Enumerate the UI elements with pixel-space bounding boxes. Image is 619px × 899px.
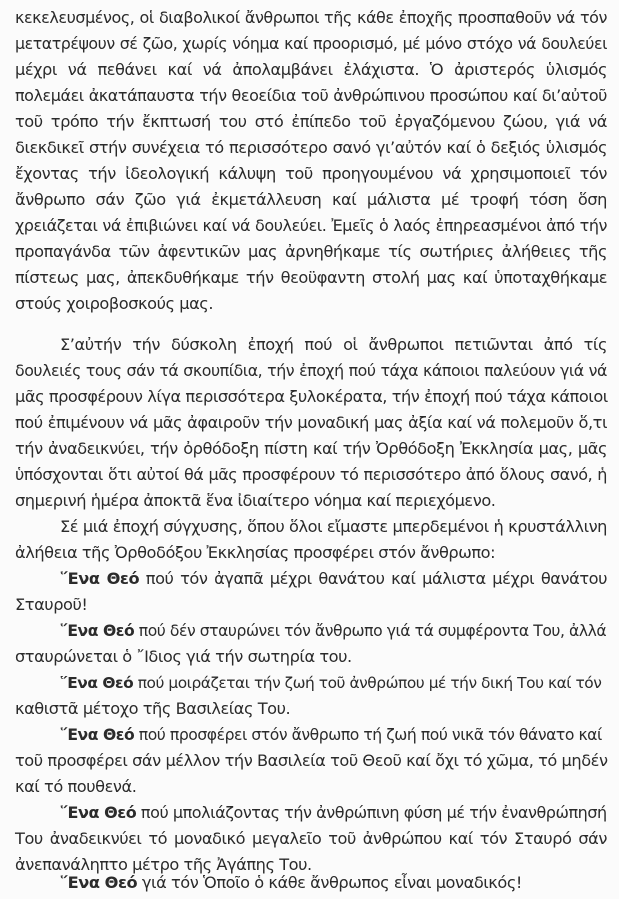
text-span: πού τόν ἀγαπᾶ μέχρι θανάτου καί μάλιστα μέχρι θανάτου xyxy=(139,569,607,588)
text-line: προπαγάνδα τῶν ἀφεντικῶν μας ἀρνηθήκαμε τίς σωτήριες ἀλήθειες τῆς xyxy=(15,242,607,261)
text-line xyxy=(60,672,607,694)
text-line: πού ἐπιμένουν νά μᾶς ἀφαιροῦν τήν μοναδική μας ἀξία καί νά πολεμοῦν ὅ,τι xyxy=(15,413,607,432)
text-line: ἄνθρωπο σάν ζῶο γιά ἐκμετάλλευση καί μάλιστα μέ τροφή τόση ὅση xyxy=(15,190,607,209)
text-line: σημερινή ἡμέρα ἀποκτᾶ ἕνα ἰδιαίτερο νόημα καί περιεχόμενο. xyxy=(15,491,496,510)
bold-phrase: ῞Ενα Θεό xyxy=(60,726,135,744)
bold-phrase: ῞Ενα Θεό xyxy=(60,569,140,588)
text-line xyxy=(60,872,607,894)
text-line: ἔχοντας τήν ἰδεολογική κάλυψη τοῦ προηγουμένου νά χρησιμοποιεῖ τόν xyxy=(15,164,607,183)
text-line xyxy=(60,620,607,642)
text-span: πού μπολιάζοντας τήν ἀνθρώπινη φύση μέ τήν ἐνανθρώπησή xyxy=(136,803,607,822)
text-line: δουλειές τους σάν τά σκουπίδια, τήν ἐποχή πού τάχα κάποιοι παλεύουν γιά νά xyxy=(15,361,607,380)
text-line xyxy=(60,802,607,824)
text-line: μετατρέψουν σέ ζῶο, χωρίς νόημα καί προορισμό, μέ μόνο στόχο νά δουλεύει xyxy=(15,34,607,53)
text-line: μέχρι νά πεθάνει καί νά ἀπολαμβάνει ἐλάχιστα. Ὁ ἀριστερός ὑλισμός xyxy=(15,60,607,79)
text-line: διεκδικεῖ στήν συνέχεια τό περισσότερο σανό γι’αὐτόν καί ὁ δεξιός ὑλισμός xyxy=(15,138,607,157)
text-line: κεκελευσμένος, οἱ διαβολικοί ἄνθρωποι τῆς κάθε ἐποχῆς προσπαθοῦν νά τόν xyxy=(15,8,607,27)
text-line xyxy=(60,568,607,590)
bold-phrase: ῞Ενα Θεό xyxy=(60,873,138,892)
text-line: μᾶς προσφέρουν λίγα περισσότερα ξυλοκέρατα, τήν ἐποχή πού τάχα κάποιοι xyxy=(15,387,608,406)
text-line: ἀλήθεια τῆς Ὀρθοδόξου Ἐκκλησίας προσφέρει στόν ἄνθρωπο: xyxy=(15,543,496,562)
text-span: πού προσφέρει στόν ἄνθρωπο τή ζωή πού νικᾶ τόν θάνατο καί xyxy=(134,726,602,744)
text-line: τοῦ προσφέρει σάν μέλλον τήν Βασιλεία τοῦ Θεοῦ καί ὄχι τό χῶμα, τό μηδέν xyxy=(15,751,608,770)
text-span: γιά τόν Ὁποῖο ὁ κάθε ἄνθρωπος εἶναι μοναδικός! xyxy=(137,873,522,892)
text-line: χρειάζεται νά ἐπιβιώνει καί νά δουλεύει. Ἐμεῖς ὁ λαός ἐπηρεασμένοι ἀπό τήν xyxy=(15,216,607,235)
text-line: Σταυροῦ! xyxy=(15,595,88,614)
text-line: Σ’αὐτήν τήν δύσκολη ἐποχή πού οἱ ἄνθρωποι πετιῶνται ἀπό τίς xyxy=(60,335,607,354)
text-line: στούς χοιροβοσκούς μας. xyxy=(15,294,214,313)
text-line: πίστεως μας, ἀπεκδυθήκαμε τήν θεοϋφαντη στολή μας καί ὑποταχθήκαμε xyxy=(15,268,607,287)
bold-phrase: ῞Ενα Θεό xyxy=(60,803,137,822)
text-line: πολεμάει ἀκατάπαυστα τήν θεοείδια τοῦ ἀνθρώπινου προσώπου καί δι’αὐτοῦ xyxy=(15,86,607,105)
text-line: ἀνεπανάληπτο μέτρο τῆς Ἀγάπης Του. xyxy=(15,855,312,874)
text-line: τήν ἀναδεικνύει, τήν ὀρθόδοξη πίστη καί τήν Ὀρθόδοξη Ἐκκλησία μας, μᾶς xyxy=(15,439,607,458)
bold-phrase: ῞Ενα Θεό xyxy=(60,674,134,692)
text-line: ὑπόσχονται ὅτι αὐτοί θά μᾶς προσφέρουν τό περισσότερο ἀπό ὅλους σανό, ἡ xyxy=(15,465,607,484)
text-line: καθιστᾶ μέτοχο τῆς Βασιλείας Του. xyxy=(15,699,291,718)
text-line xyxy=(60,724,607,746)
text-line: σταυρώνεται ὁ ῎Ιδιος γιά τήν σωτηρία του. xyxy=(15,647,352,666)
text-span: πού δέν σταυρώνει τόν ἄνθρωπο γιά τά συμφέροντα Του, ἀλλά xyxy=(134,622,607,640)
text-line: τοῦ τρόπο τήν ἔκπτωσή του στό ἐπίπεδο τοῦ ἐργαζόμενου ζώου, γιά νά xyxy=(15,112,607,131)
text-line: καί τό πουθενά. xyxy=(15,777,137,796)
bold-phrase: ῞Ενα Θεό xyxy=(60,622,135,640)
text-line: Του ἀναδεικνύει τό μοναδικό μεγαλεῖο τοῦ ἀνθρώπου καί τόν Σταυρό σάν xyxy=(15,829,607,848)
text-span: πού μοιράζεται τήν ζωή τοῦ ἀνθρώπου μέ τήν δική Του καί τόν xyxy=(133,674,602,692)
text-line: Σέ μιά ἐποχή σύγχυσης, ὅπου ὅλοι εἴμαστε μπερδεμένοι ἡ κρυστάλλινη xyxy=(60,517,607,536)
